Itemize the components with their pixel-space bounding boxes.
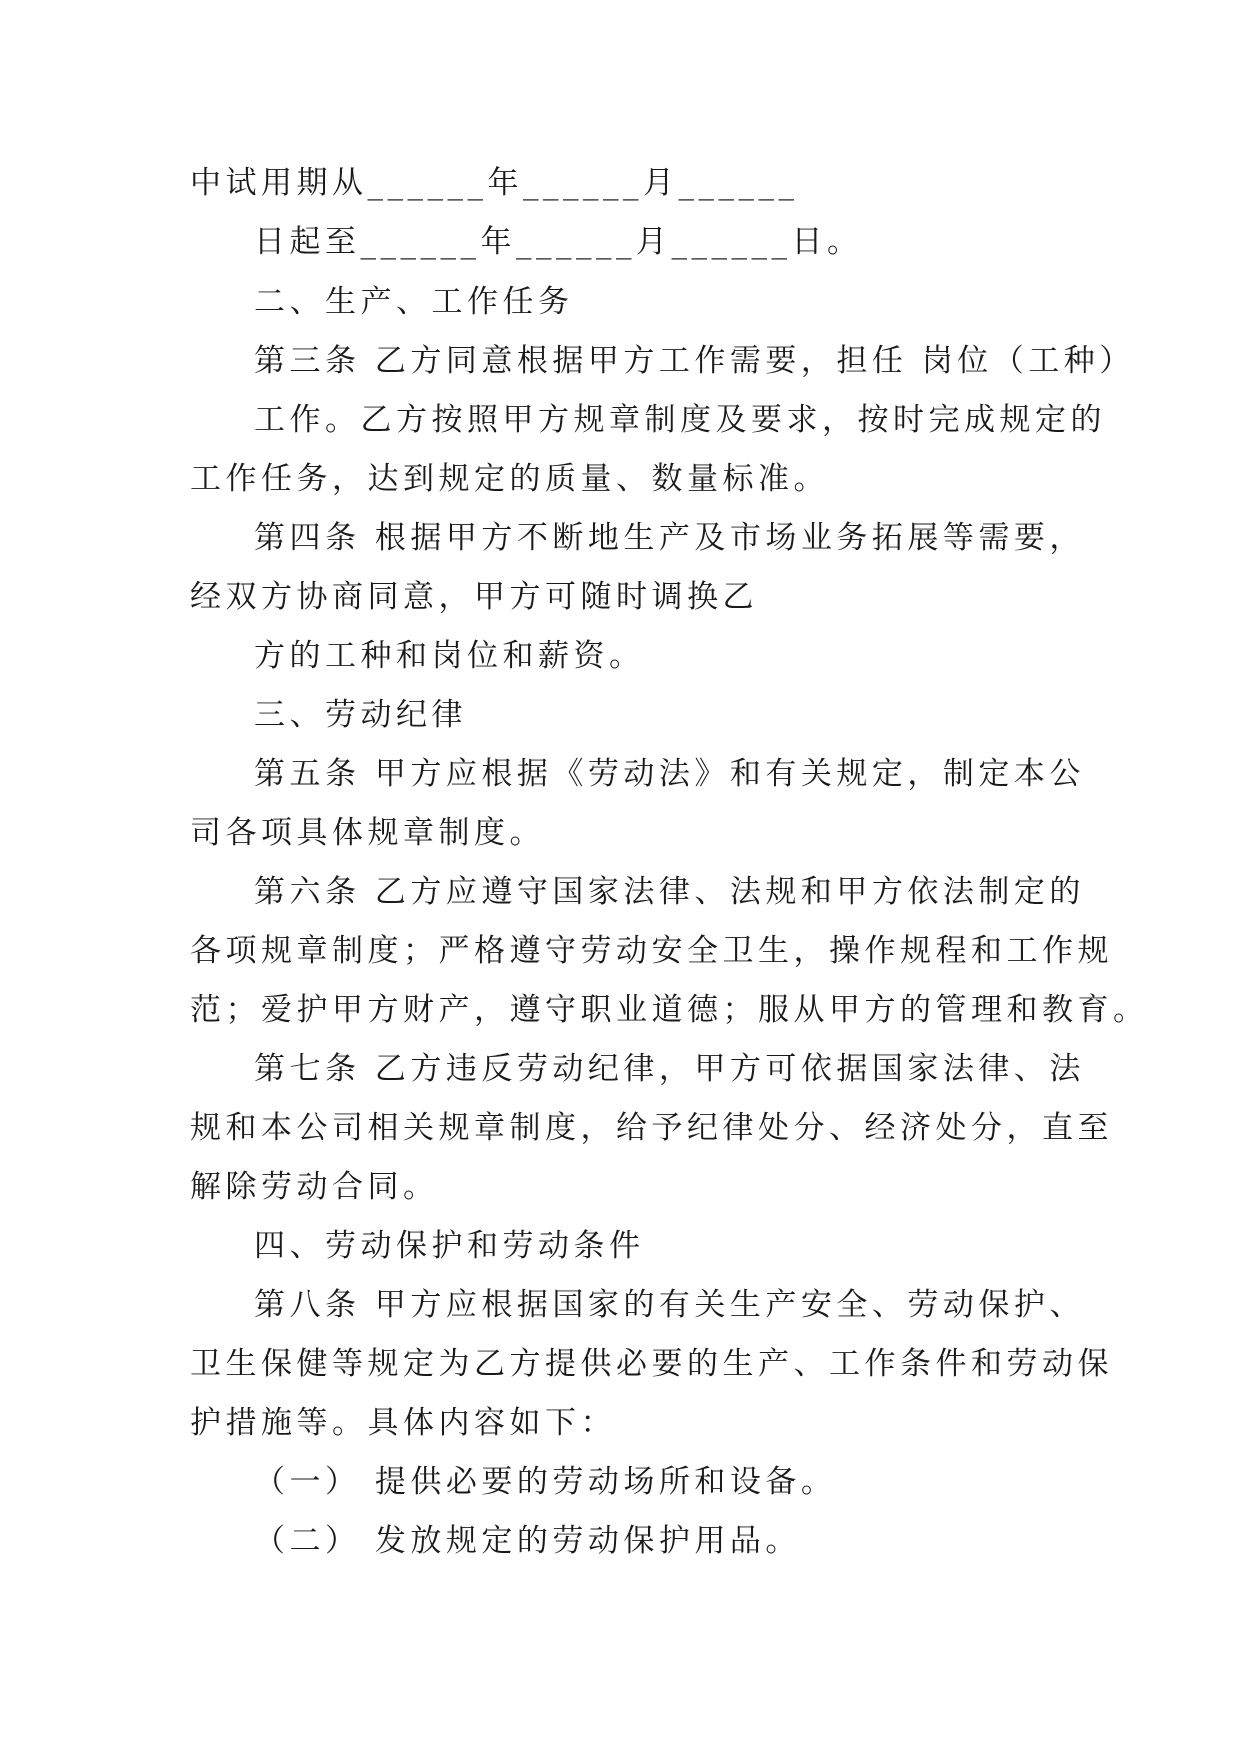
text-line-9: 方的工种和岗位和薪资。	[254, 638, 645, 674]
text-line-8: 经双方协商同意，甲方可随时调换乙	[190, 579, 758, 615]
text-line-20: 第八条 甲方应根据国家的有关生产安全、劳动保护、	[254, 1287, 1085, 1323]
text-line-4: 第三条 乙方同意根据甲方工作需要，担任 岗位（工种）	[254, 343, 1135, 379]
list-item-2: （二） 发放规定的劳动保护用品。	[254, 1523, 801, 1559]
text-line-7: 第四条 根据甲方不断地生产及市场业务拓展等需要，	[254, 520, 1085, 556]
text-line-16: 第七条 乙方违反劳动纪律，甲方可依据国家法律、法	[254, 1051, 1085, 1087]
text-line-15: 范；爱护甲方财产，遵守职业道德；服从甲方的管理和教育。	[190, 992, 1149, 1028]
text-line-5: 工作。乙方按照甲方规章制度及要求，按时完成规定的	[254, 402, 1106, 438]
section-heading-4: 四、劳动保护和劳动条件	[254, 1228, 645, 1264]
list-item-1: （一） 提供必要的劳动场所和设备。	[254, 1464, 837, 1500]
text-line-11: 第五条 甲方应根据《劳动法》和有关规定，制定本公	[254, 756, 1085, 792]
text-line-1: 中试用期从______年______月______	[190, 165, 799, 201]
text-line-18: 解除劳动合同。	[190, 1169, 439, 1205]
text-line-22: 护措施等。具体内容如下：	[190, 1405, 616, 1441]
text-line-14: 各项规章制度；严格遵守劳动安全卫生，操作规程和工作规	[190, 933, 1113, 969]
text-line-2: 日起至______年______月______日。	[254, 224, 863, 260]
text-line-13: 第六条 乙方应遵守国家法律、法规和甲方依法制定的	[254, 874, 1085, 910]
text-line-6: 工作任务，达到规定的质量、数量标准。	[190, 461, 829, 497]
text-line-21: 卫生保健等规定为乙方提供必要的生产、工作条件和劳动保	[190, 1346, 1113, 1382]
section-heading-2: 二、生产、工作任务	[254, 284, 574, 320]
text-line-12: 司各项具体规章制度。	[190, 815, 545, 851]
section-heading-3: 三、劳动纪律	[254, 697, 467, 733]
text-line-17: 规和本公司相关规章制度，给予纪律处分、经济处分，直至	[190, 1110, 1113, 1146]
